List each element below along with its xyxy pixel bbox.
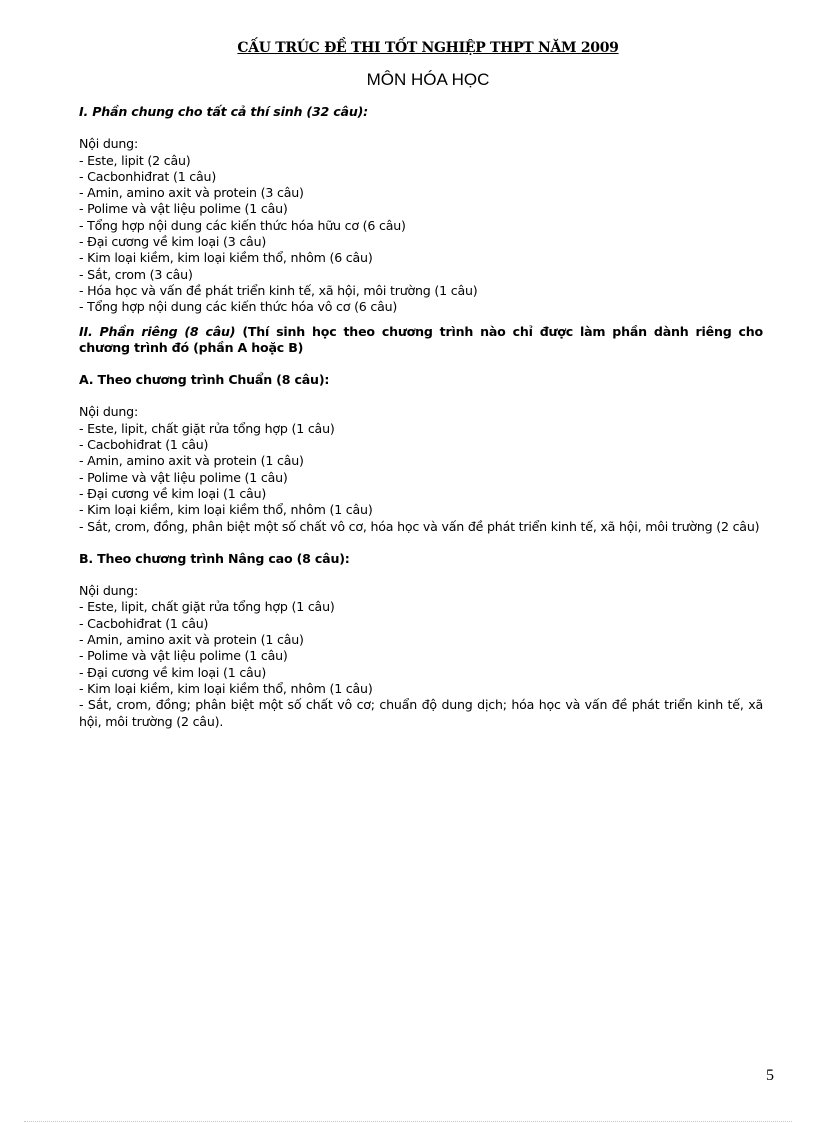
section-a-heading: A. Theo chương trình Chuẩn (8 câu): (79, 372, 330, 388)
list-item: - Tổng hợp nội dung các kiến thức hóa hữu cơ (6 câu) (79, 217, 406, 233)
section-a-content-label: Nội dung: (79, 404, 139, 420)
section-1-content (79, 136, 763, 315)
list-item: - Este, lipit (2 câu) (79, 152, 191, 168)
list-item: - Sắt, crom, đồng, phân biệt một số chất vô cơ, hóa học và vấn đề phát triển kinh tế, xã hội, môi trường (2 câu) (79, 518, 760, 534)
list-item: - Polime và vật liệu polime (1 câu) (79, 648, 288, 664)
section-a-content (79, 404, 763, 534)
list-item: - Kim loại kiềm, kim loại kiềm thổ, nhôm (1 câu) (79, 502, 373, 518)
document-title: CẤU TRÚC ĐỀ THI TỐT NGHIỆP THPT NĂM 2009 (237, 40, 619, 56)
list-item: - Sắt, crom, đồng; phân biệt một số chất vô cơ; chuẩn độ dung dịch; hóa học và vấn đề phát triển kinh tế, xã hội, môi trường (2 câu). (79, 697, 763, 729)
list-item: - Đại cương về kim loại (1 câu) (79, 485, 267, 501)
section-2-heading (79, 324, 763, 357)
section-b-content-label: Nội dung: (79, 583, 139, 599)
page-number: 5 (766, 1067, 774, 1084)
list-item: - Este, lipit, chất giặt rửa tổng hợp (1 câu) (79, 599, 335, 615)
list-item: - Cacbohiđrat (1 câu) (79, 437, 209, 453)
list-item: - Amin, amino axit và protein (3 câu) (79, 185, 304, 201)
list-item: - Amin, amino axit và protein (1 câu) (79, 632, 304, 648)
section-1-heading: I. Phần chung cho tất cả thí sinh (32 câu): (79, 104, 369, 119)
document-body (79, 104, 763, 738)
list-item: - Cacbohiđrat (1 câu) (79, 615, 209, 631)
list-item: - Cacbonhiđrat (1 câu) (79, 168, 217, 184)
list-item: - Tổng hợp nội dung các kiến thức hóa vô cơ (6 câu) (79, 299, 398, 315)
section-2-heading-note: (Thí sinh học theo chương trình nào chỉ được làm phần dành riêng cho chương trình đó (phần A hoặc B) (79, 323, 763, 355)
list-item: - Kim loại kiềm, kim loại kiềm thổ, nhôm (6 câu) (79, 250, 373, 266)
subject-title: MÔN HÓA HỌC (366, 70, 490, 89)
list-item: - Este, lipit, chất giặt rửa tổng hợp (1 câu) (79, 420, 335, 436)
list-item: - Hóa học và vấn đề phát triển kinh tế, xã hội, môi trường (1 câu) (79, 282, 478, 298)
list-item: - Đại cương về kim loại (1 câu) (79, 664, 267, 680)
list-item: - Sắt, crom (3 câu) (79, 266, 193, 282)
section-b-content (79, 583, 763, 730)
section-b-heading: B. Theo chương trình Nâng cao (8 câu): (79, 550, 350, 566)
list-item: - Polime và vật liệu polime (1 câu) (79, 469, 288, 485)
list-item: - Amin, amino axit và protein (1 câu) (79, 453, 304, 469)
list-item: - Đại cương về kim loại (3 câu) (79, 234, 267, 250)
section-2-heading-title: II. Phần riêng (8 câu) (79, 323, 236, 339)
list-item: - Kim loại kiềm, kim loại kiềm thổ, nhôm (1 câu) (79, 680, 373, 696)
list-item: - Polime và vật liệu polime (1 câu) (79, 201, 288, 217)
section-1-content-label: Nội dung: (79, 136, 139, 152)
footer-divider (24, 1121, 792, 1122)
